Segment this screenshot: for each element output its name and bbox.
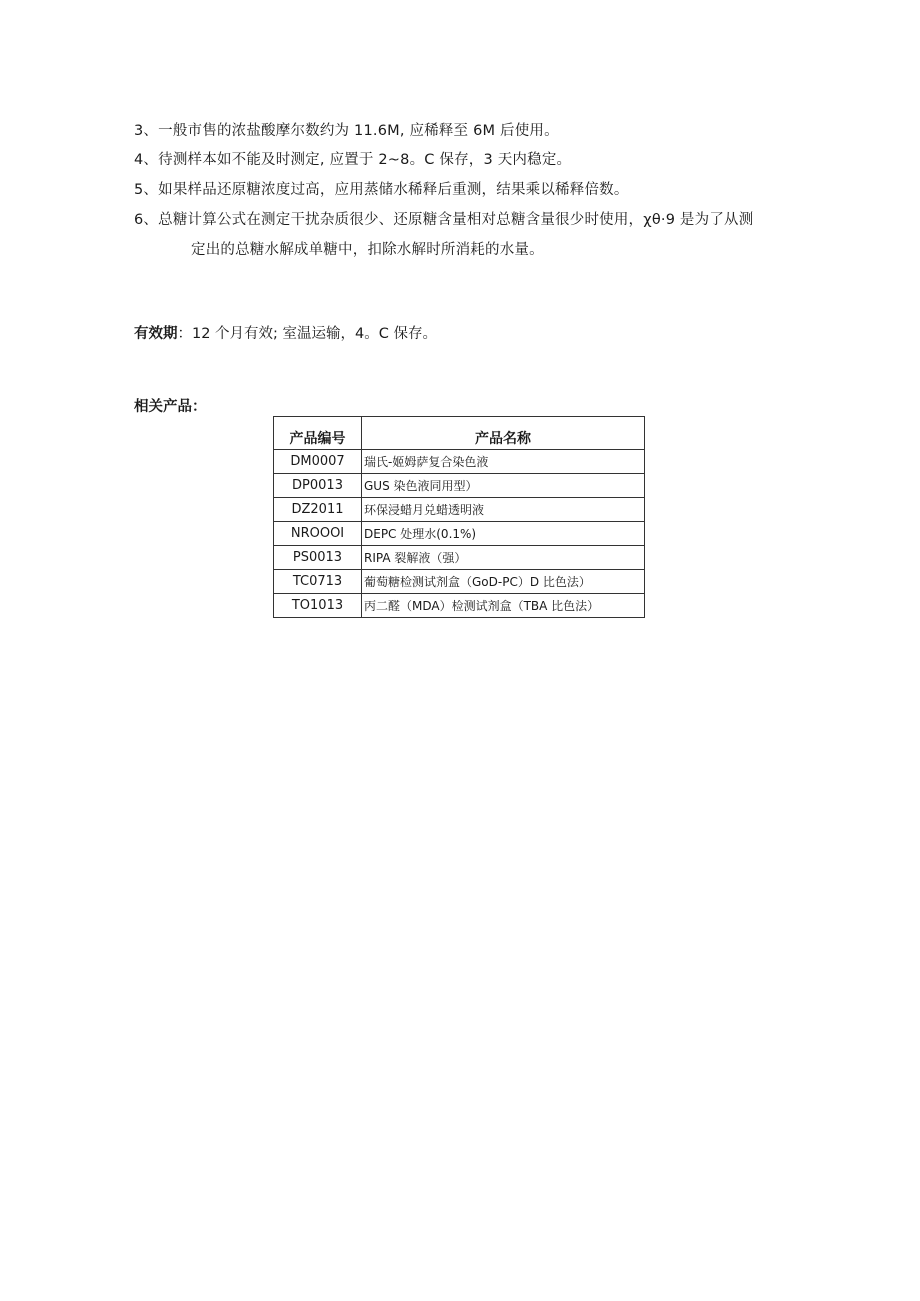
related-products-heading: 相关产品：: [134, 399, 207, 415]
product-code: TC0713: [274, 570, 362, 594]
note-number: 5、: [134, 182, 159, 198]
note-5: [134, 180, 629, 200]
validity-label: 有效期: [134, 326, 178, 342]
product-name: RIPA 裂解液（强）: [362, 546, 645, 570]
note-text: 一般市售的浓盐酸摩尔数约为 11.6M, 应稀释至 6M 后使用。: [158, 123, 559, 139]
table-row: [274, 546, 645, 570]
note-text: 总糖计算公式在测定干扰杂质很少、还原糖含量相对总糖含量很少时使用，χθ·9 是为了从测: [158, 212, 754, 228]
product-code: DM0007: [274, 450, 362, 474]
column-header-name: 产品名称: [362, 417, 645, 450]
validity-text: ：12 个月有效; 室温运输，4。C 保存。: [177, 326, 438, 342]
note-number: 3、: [134, 123, 159, 139]
related-products-table: [273, 416, 645, 618]
note-6: [134, 210, 753, 230]
table-row: [274, 522, 645, 546]
table-header-row: [274, 417, 645, 450]
note-text: 待测样本如不能及时测定, 应置于 2~8。C 保存，3 天内稳定。: [158, 152, 572, 168]
note-text: 如果样品还原糖浓度过高，应用蒸储水稀释后重测，结果乘以稀释倍数。: [158, 182, 629, 198]
table-row: [274, 570, 645, 594]
product-code: DZ2011: [274, 498, 362, 522]
note-3: [134, 121, 559, 141]
column-header-code: 产品编号: [274, 417, 362, 450]
product-name: 丙二醛（MDA）检测试剂盒（TBA 比色法）: [362, 594, 645, 618]
table-row: [274, 450, 645, 474]
note-4: [134, 150, 571, 170]
note-number: 4、: [134, 152, 159, 168]
validity-statement: [134, 324, 437, 344]
product-name: 葡萄糖检测试剂盒（GoD-PC）D 比色法）: [362, 570, 645, 594]
product-code: PS0013: [274, 546, 362, 570]
product-code: DP0013: [274, 474, 362, 498]
product-code: TO1013: [274, 594, 362, 618]
product-name: 环保浸蜡月兑蜡透明液: [362, 498, 645, 522]
note-6-continuation: 定出的总糖水解成单糖中，扣除水解时所消耗的水量。: [191, 242, 544, 258]
product-name: 瑞氏-姬姆萨复合染色液: [362, 450, 645, 474]
table-row: [274, 498, 645, 522]
note-number: 6、: [134, 212, 159, 228]
table-row: [274, 594, 645, 618]
product-code: NROOOI: [274, 522, 362, 546]
table-row: [274, 474, 645, 498]
product-name: DEPC 处理水(0.1%): [362, 522, 645, 546]
product-name: GUS 染色液同用型）: [362, 474, 645, 498]
